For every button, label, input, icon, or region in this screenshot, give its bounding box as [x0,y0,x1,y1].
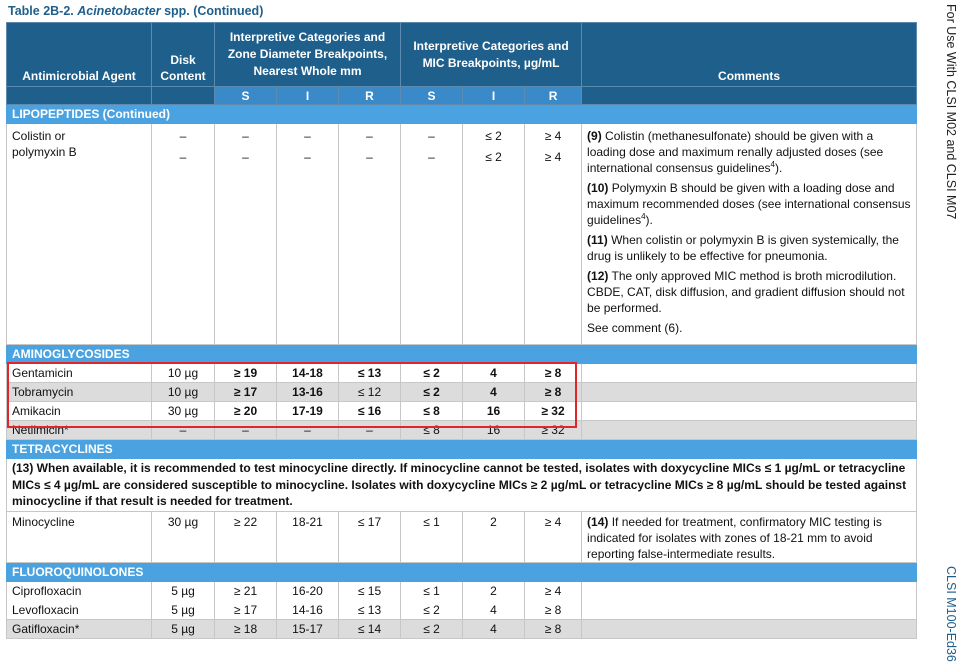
section-fluoroquinolones [7,562,917,581]
mic-s-cell: ≤ 1 [401,511,463,562]
disk-cell: 30 µg [152,402,215,421]
table-row-minocycline [7,511,917,562]
zone-i-cell: 14-18 [277,364,339,383]
comment-see-6: See comment (6). [587,321,683,335]
zone-r-cell: – – [339,124,401,345]
disk-cell: 5 µg [152,600,215,619]
mic-s-cell: ≤ 2 [401,600,463,619]
zone-r-cell: – [339,421,401,440]
comment-13: (13) When available, it is recommended to test minocycline directly. If minocycline cannot be tested, isolates with doxycycline MICs ≤ 1 µg/mL or tetracycline MICs ≤ 4 µg/mL are considered susceptible to minocycline. Isolates with doxycycline MICs ≥ 2 µg/mL or tetracycline MICs ≥ 8 µg/mL should be tested against minocycline if that result is needed for treatment. [7,459,917,512]
side-label-top: For Use With CLSI M02 and CLSI M07 [944,4,958,220]
table-row-gatifloxacin [7,619,917,638]
disk-cell: 30 µg [152,511,215,562]
zone-s-cell: ≥ 22 [215,511,277,562]
comments-cell [582,124,917,345]
zone-i-cell: 18-21 [277,511,339,562]
table-row-gentamicin [7,364,917,383]
mic-i-cell: 16 [463,402,525,421]
comments-cell [582,421,917,440]
mic-r-cell: ≥ 32 [525,421,582,440]
page-title [8,4,263,18]
zone-r-cell: ≤ 16 [339,402,401,421]
table-row-colistin [7,124,917,345]
mic-i-cell: 16 [463,421,525,440]
mic-s-cell: ≤ 2 [401,364,463,383]
mic-r-cell: ≥ 4 [525,511,582,562]
mic-r-cell: ≥ 32 [525,402,582,421]
header-disk-blank [152,87,215,105]
header-mic-s: S [401,87,463,105]
zone-r-cell: ≤ 14 [339,619,401,638]
zone-i-cell: 14-16 [277,600,339,619]
comment-12: (12) The only approved MIC method is broth microdilution. CBDE, CAT, disk diffusion, and gradient diffusion should not be performed. [587,269,905,315]
mic-i-cell: 2 [463,511,525,562]
disk-cell: 10 µg [152,364,215,383]
mic-s-cell: ≤ 2 [401,383,463,402]
title-prefix: Table 2B-2. [8,4,78,18]
table-row-levofloxacin [7,600,917,619]
table-row-amikacin [7,402,917,421]
agent-cell: Gatifloxacin* [7,619,152,638]
mic-r-cell: ≥ 8 [525,383,582,402]
disk-cell: – [152,421,215,440]
table-row-ciprofloxacin [7,581,917,600]
header-mic: Interpretive Categories and MIC Breakpoints, µg/mL [401,23,582,87]
comment-14-number: (14) [587,514,609,529]
disk-cell: 5 µg [152,619,215,638]
agent-cell: Amikacin [7,402,152,421]
comment-9: (9) Colistin (methanesulfonate) should be given with a loading dose and maximum renally adjusted doses (see international consensus guidelines$^4$). [587,129,884,175]
header-zone-s: S [215,87,277,105]
disk-cell: 5 µg [152,581,215,600]
zone-s-cell: ≥ 21 [215,581,277,600]
zone-i-cell: – [277,421,339,440]
comments-cell [582,581,917,600]
comments-cell [582,511,917,562]
mic-i-cell: 4 [463,619,525,638]
comments-cell [582,619,917,638]
mic-r-cell: ≥ 8 [525,364,582,383]
agent-cell: Netilmicin* [7,421,152,440]
header-comments-blank [582,87,917,105]
zone-s-cell: ≥ 17 [215,600,277,619]
title-organism: Acinetobacter [77,4,161,18]
header-agent: Antimicrobial Agent [7,23,152,87]
zone-s-cell: ≥ 18 [215,619,277,638]
comment-14-text: If needed for treatment, confirmatory MIC testing is indicated for isolates with zones of 18-21 mm to avoid reporting false-intermediate results. [587,514,882,561]
zone-r-cell: ≤ 12 [339,383,401,402]
section-lipopeptides [7,105,917,124]
comments-cell [582,383,917,402]
comments-cell [582,402,917,421]
mic-i-cell: ≤ 2 ≤ 2 [463,124,525,345]
agent-cell: Ciprofloxacin [7,581,152,600]
zone-r-cell: ≤ 17 [339,511,401,562]
mic-s-cell: ≤ 8 [401,421,463,440]
header-comments: Comments [582,23,917,87]
mic-s-cell: ≤ 1 [401,581,463,600]
header-mic-r: R [525,87,582,105]
side-label-bottom: CLSI M100-Ed36 [944,566,958,662]
mic-i-cell: 4 [463,383,525,402]
mic-i-cell: 4 [463,600,525,619]
agent-cell: Minocycline [7,511,152,562]
mic-r-cell: ≥ 4 ≥ 4 [525,124,582,345]
mic-i-cell: 4 [463,364,525,383]
mic-s-cell: – – [401,124,463,345]
agent-cell: Levofloxacin [7,600,152,619]
mic-s-cell: ≤ 2 [401,619,463,638]
zone-s-cell: – – [215,124,277,345]
zone-i-cell: – – [277,124,339,345]
table-row-netilmicin [7,421,917,440]
zone-i-cell: 17-19 [277,402,339,421]
mic-r-cell: ≥ 8 [525,600,582,619]
section-label: LIPOPEPTIDES (Continued) [7,105,917,124]
header-zone: Interpretive Categories and Zone Diameter Breakpoints, Nearest Whole mm [215,23,401,87]
header-mic-i: I [463,87,525,105]
comment-10: (10) Polymyxin B should be given with a loading dose and maximum recommended doses (see international consensus guidelines$^4$). [587,181,911,227]
title-suffix: spp. (Continued) [160,4,264,18]
tetracycline-note-row [7,459,917,512]
table-row-tobramycin [7,383,917,402]
zone-s-cell: ≥ 19 [215,364,277,383]
mic-i-cell: 2 [463,581,525,600]
mic-r-cell: ≥ 4 [525,581,582,600]
section-label: TETRACYCLINES [7,440,917,459]
zone-r-cell: ≤ 13 [339,364,401,383]
agent-cell: Gentamicin [7,364,152,383]
header-agent-blank [7,87,152,105]
section-tetracyclines [7,440,917,459]
zone-i-cell: 13-16 [277,383,339,402]
zone-s-cell: ≥ 20 [215,402,277,421]
section-label: AMINOGLYCOSIDES [7,345,917,364]
zone-i-cell: 16-20 [277,581,339,600]
agent-cell: Tobramycin [7,383,152,402]
section-aminoglycosides [7,345,917,364]
breakpoint-table-container [6,22,916,639]
zone-s-cell: ≥ 17 [215,383,277,402]
agent-cell: Colistin or polymyxin B [7,124,152,345]
header-zone-i: I [277,87,339,105]
breakpoint-table [6,22,917,639]
zone-s-cell: – [215,421,277,440]
disk-cell: 10 µg [152,383,215,402]
zone-i-cell: 15-17 [277,619,339,638]
header-zone-r: R [339,87,401,105]
zone-r-cell: ≤ 15 [339,581,401,600]
comment-11: (11) When colistin or polymyxin B is given systemically, the drug is unlikely to be effective for pneumonia. [587,233,899,263]
comments-cell [582,364,917,383]
mic-r-cell: ≥ 8 [525,619,582,638]
header-disk: Disk Content [152,23,215,87]
disk-cell: – – [152,124,215,345]
mic-s-cell: ≤ 8 [401,402,463,421]
zone-r-cell: ≤ 13 [339,600,401,619]
comments-cell [582,600,917,619]
section-label: FLUOROQUINOLONES [7,562,917,581]
